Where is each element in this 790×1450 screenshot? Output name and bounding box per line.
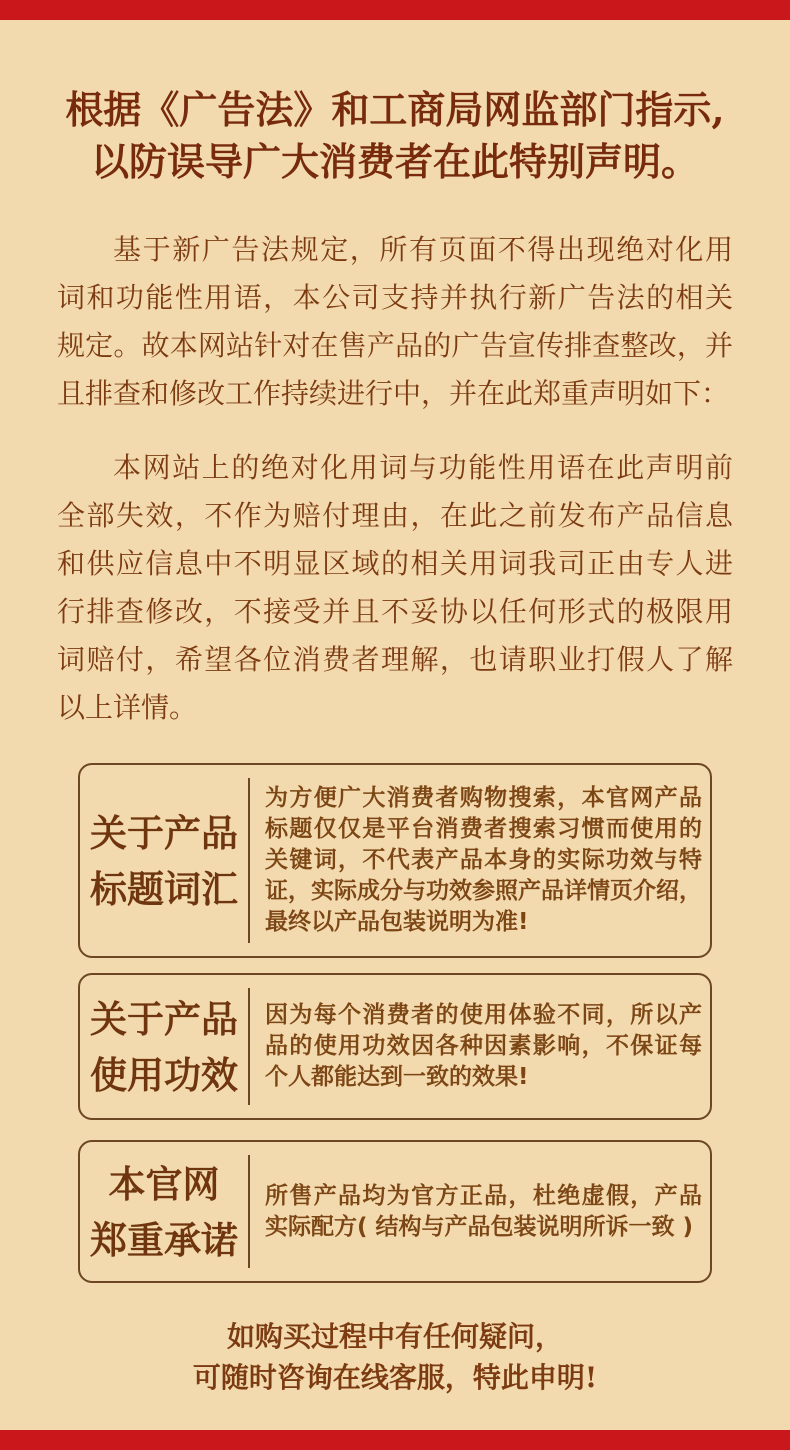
notice-box-text-line: 标题仅仅是平台消费者搜索习惯而使用的: [265, 816, 702, 842]
notice-box-label: [80, 991, 248, 1103]
notice-box-text-line: 证，实际成分与功效参照产品详情页介绍，: [265, 878, 702, 904]
notice-box-label-line: 本官网: [108, 1161, 220, 1206]
statement-line: 行排查修改，不接受并且不妥协以任何形式的极限用: [57, 595, 733, 628]
statement-paragraph-2: [57, 444, 733, 732]
notice-box-label-line: 标题词汇: [90, 866, 238, 911]
statement-line: 基于新广告法规定，所有页面不得出现绝对化用: [113, 233, 733, 266]
notice-box-text-line: 品的使用功效因各种因素影响，不保证每: [265, 1033, 702, 1059]
notice-box-text-line: 为方便广大消费者购物搜索，本官网产品: [265, 785, 702, 811]
notice-box-product-effect: [78, 973, 712, 1120]
bottom-red-bar: [0, 1430, 790, 1450]
notice-box-label: [80, 1156, 248, 1268]
top-red-bar: [0, 0, 790, 20]
notice-box-label-line: 关于产品: [90, 810, 238, 855]
notice-box-label: [80, 805, 248, 917]
statement-line: 且排查和修改工作持续进行中，并在此郑重声明如下：: [57, 377, 730, 410]
page-title: [0, 84, 790, 188]
statement-line: 以上详情。: [57, 691, 198, 724]
statement-line: 规定。故本网站针对在售产品的广告宣传排查整改，并: [57, 329, 733, 362]
notice-box-product-title-keywords: [78, 763, 712, 958]
notice-box-label-line: 使用功效: [90, 1052, 238, 1097]
statement-line: 词赔付，希望各位消费者理解，也请职业打假人了解: [57, 643, 733, 676]
footer-note: [0, 1316, 790, 1398]
notice-box-text-line: 最终以产品包装说明为准!: [265, 909, 529, 935]
notice-box-label-line: 郑重承诺: [90, 1217, 238, 1262]
statement-line: 词和功能性用语，本公司支持并执行新广告法的相关: [57, 281, 733, 314]
footer-line-2: 可随时咨询在线客服，特此申明!: [192, 1361, 598, 1394]
footer-line-1: 如购买过程中有任何疑问，: [226, 1320, 563, 1353]
notice-box-text-line: 实际配方( 结构与产品包装说明所诉一致 ): [265, 1213, 694, 1240]
notice-box-label-line: 关于产品: [90, 996, 238, 1041]
notice-box-official-promise: [78, 1140, 712, 1283]
statement-line: 和供应信息中不明显区域的相关用词我司正由专人进: [57, 547, 733, 580]
statement-line: 全部失效，不作为赔付理由，在此之前发布产品信息: [57, 499, 733, 532]
notice-box-description: [250, 783, 710, 938]
page-title-line-1: 根据《广告法》和工商局网监部门指示,: [65, 87, 725, 132]
notice-box-text-line: 个人都能达到一致的效果!: [265, 1064, 529, 1090]
notice-box-text-line: 所售产品均为官方正品，杜绝虚假，产品: [265, 1182, 702, 1209]
notice-box-description: [250, 1181, 710, 1243]
notice-box-text-line: 因为每个消费者的使用体验不同，所以产: [265, 1002, 702, 1028]
statement-paragraph-1: [57, 226, 733, 418]
page-title-line-2: 以防误导广大消费者在此特别声明。: [90, 139, 699, 184]
notice-box-text-line: 关键词，不代表产品本身的实际功效与特: [265, 847, 702, 873]
notice-box-description: [250, 1000, 710, 1093]
statement-line: 本网站上的绝对化用词与功能性用语在此声明前: [113, 451, 733, 484]
